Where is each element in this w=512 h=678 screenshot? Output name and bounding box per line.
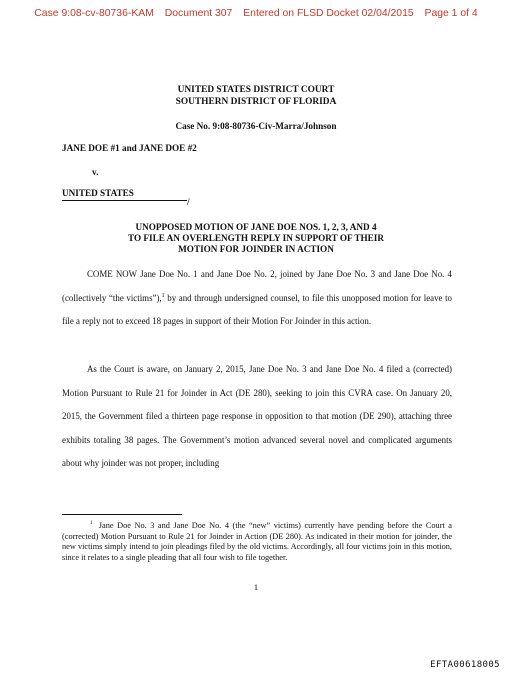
caption-plaintiffs: JANE DOE #1 and JANE DOE #2 (62, 143, 197, 153)
motion-title (0, 222, 512, 255)
caption-slash: / (187, 197, 190, 207)
motion-title-line-3: MOTION FOR JOINDER IN ACTION (178, 244, 334, 254)
footnote-number: 1 (90, 520, 93, 527)
court-name (0, 85, 512, 108)
docket-header (0, 8, 512, 19)
docket-page-count: Page 1 of 4 (424, 8, 478, 19)
docket-document-number: Document 307 (164, 8, 233, 19)
paragraph-1-text-end: by and through undersigned counsel, to file this unopposed motion for leave to file a reply not to exceed 18 pages in support of their Motion For Joinder in this action. (62, 292, 452, 326)
case-number: Case No. 9:08-80736-Civ-Marra/Johnson (175, 121, 337, 131)
docket-case-number: Case 9:08-cv-80736-KAM (34, 8, 154, 19)
motion-title-line-2: TO FILE AN OVERLENGTH REPLY IN SUPPORT OF THEIR (128, 233, 384, 243)
body-paragraph-2 (62, 358, 452, 476)
footnote-reference: 1 (161, 292, 165, 299)
caption-divider-line (62, 200, 187, 201)
paragraph-2-text: As the Court is aware, on January 2, 2015, Jane Doe No. 3 and Jane Doe No. 4 filed a (corrected) Motion Pursuant to Rule 21 for Joinder in Act (DE 280), seeking to join this CVRA case. On January 20, 2015, the Government filed a thirteen page response in opposition to that motion (DE 290), attaching three exhibits totaling 38 pages. The Government’s motion advanced several novel and complicated arguments about why joinder was not proper, including (62, 364, 452, 468)
body-paragraph-1 (62, 263, 452, 334)
caption-versus: v. (92, 167, 99, 177)
page-number: 1 (253, 582, 259, 592)
court-name-line-2: SOUTHERN DISTRICT OF FLORIDA (175, 96, 337, 107)
paragraph-1-text-start: COME NOW Jane Doe No. 1 and Jane Doe No. 2, joined by Jane Doe No. 3 and Jane Doe No. 4 (collectively “the victims”), (62, 269, 452, 303)
footnote (62, 521, 452, 563)
docket-entered-date: Entered on FLSD Docket 02/04/2015 (243, 8, 414, 19)
footnote-separator (62, 514, 182, 515)
caption-defendant: UNITED STATES (62, 188, 134, 198)
court-name-line-1: UNITED STATES DISTRICT COURT (177, 85, 335, 95)
footnote-text: Jane Doe No. 3 and Jane Doe No. 4 (the “new” victims) currently have pending before the Court a (corrected) Motion Pursuant to Rule 21 for Joinder in Action (DE 280). As indicated in their motion for joinder, the new victims simply intend to join pleadings filed by the old victims. Accordingly, all four victims join in this motion, since it relates to a single pleading that all four wish to file together. (62, 521, 452, 562)
motion-title-line-1: UNOPPOSED MOTION OF JANE DOE NOS. 1, 2, 3, AND 4 (135, 222, 377, 232)
bates-number: EFTA00618005 (430, 660, 500, 670)
